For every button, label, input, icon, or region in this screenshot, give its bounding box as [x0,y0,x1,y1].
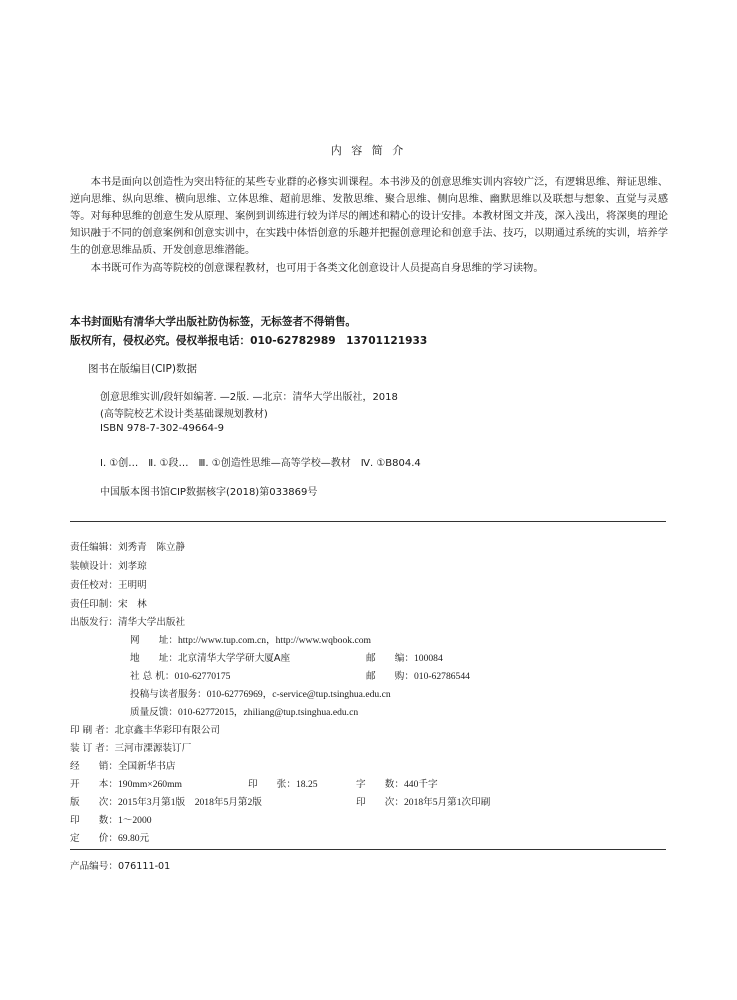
word-count: 字 数：440千字 [356,779,438,790]
publisher-address: 地 址：北京清华大学学研大厦A座 [130,653,291,664]
distributor: 经 销：全国新华书店 [70,761,176,772]
cip-line: (高等院校艺术设计类基础课规划教材) [100,409,268,420]
edition: 版 次：2015年3月第1版 2018年5月第2版 [70,797,262,808]
intro-paragraph: 本书既可作为高等院校的创意课程教材，也可用于各类文化创意设计人员提高自身思维的学习读物。 [90,262,544,274]
cip-core-number: 中国版本图书馆CIP数据核字(2018)第033869号 [100,487,318,498]
cip-isbn: ISBN 978-7-302-49664-9 [100,423,224,434]
intro-paragraph: 本书是面向以创造性为突出特征的某些专业群的必修实训课程。本书涉及的创意思维实训内容较广泛，有逻辑思维、辩证思维、逆向思维、纵向思维、横向思维、立体思维、超前思维、发散思维、聚合思维、侧向思维、幽默思维以及联想与想象、直觉与灵感等。对每种思维的创意生发从原理、案例到训练进行较为详尽的阐述和精心的设计安排。本教材图文并茂，深入浅出，将深奥的理论知识融于不同的创意案例和创意实训中，在实践中体悟创意的乐趣并把握创意理论和创意手法、技巧，以期通过系统的实训，培养学生的创意思维品质、开发创意思维潜能。 [70,176,668,256]
printer: 印 刷 者：北京鑫丰华彩印有限公司 [70,725,221,736]
price: 定 价：69.80元 [70,833,150,844]
product-code: 产品编号：076111-01 [70,861,171,872]
cip-line: 创意思维实训/段轩如编著. —2版. —北京：清华大学出版社，2018 [100,392,398,403]
format-size: 开 本：190mm×260mm [70,779,183,790]
responsible-editor: 责任编辑：刘秀青 陈立静 [70,542,186,553]
quality-feedback: 质量反馈：010-62772015，zhiliang@tup.tsinghua.edu.cn [130,707,359,718]
publisher-mail-order: 邮 购：010-62786544 [366,671,470,682]
print-supervisor: 责任印制：宋 林 [70,599,147,610]
cover-designer: 装帧设计：刘孝琼 [70,561,147,572]
copyright-notice: 版权所有，侵权必究。侵权举报电话：010-62782989 13701121933 [70,335,428,347]
publisher-zip: 邮 编：100084 [366,653,443,664]
publisher-website: 网 址：http://www.tup.com.cn，http://www.wqbook.com [130,635,371,646]
publisher-switchboard: 社 总 机：010-62770175 [130,671,231,682]
binder: 装 订 者：三河市溧源装订厂 [70,743,192,754]
printed-sheets: 印 张：18.25 [248,779,318,790]
page-title: 内 容 简 介 [330,144,407,157]
cip-classification: Ⅰ. ①创… Ⅱ. ①段… Ⅲ. ①创造性思维—高等学校—教材 Ⅳ. ①B804.4 [100,458,421,469]
cip-heading: 图书在版编目(CIP)数据 [88,363,197,375]
divider [70,521,666,522]
anti-counterfeit-notice: 本书封面贴有清华大学出版社防伪标签，无标签者不得销售。 [70,316,357,328]
divider [70,849,666,850]
print-run: 印 数：1～2000 [70,815,152,826]
proofreader: 责任校对：王明明 [70,580,147,591]
reader-service: 投稿与读者服务：010-62776969，c-service@tup.tsinghua.edu.cn [130,689,391,700]
publisher: 出版发行：清华大学出版社 [70,617,186,628]
impression: 印 次：2018年5月第1次印刷 [356,797,491,808]
